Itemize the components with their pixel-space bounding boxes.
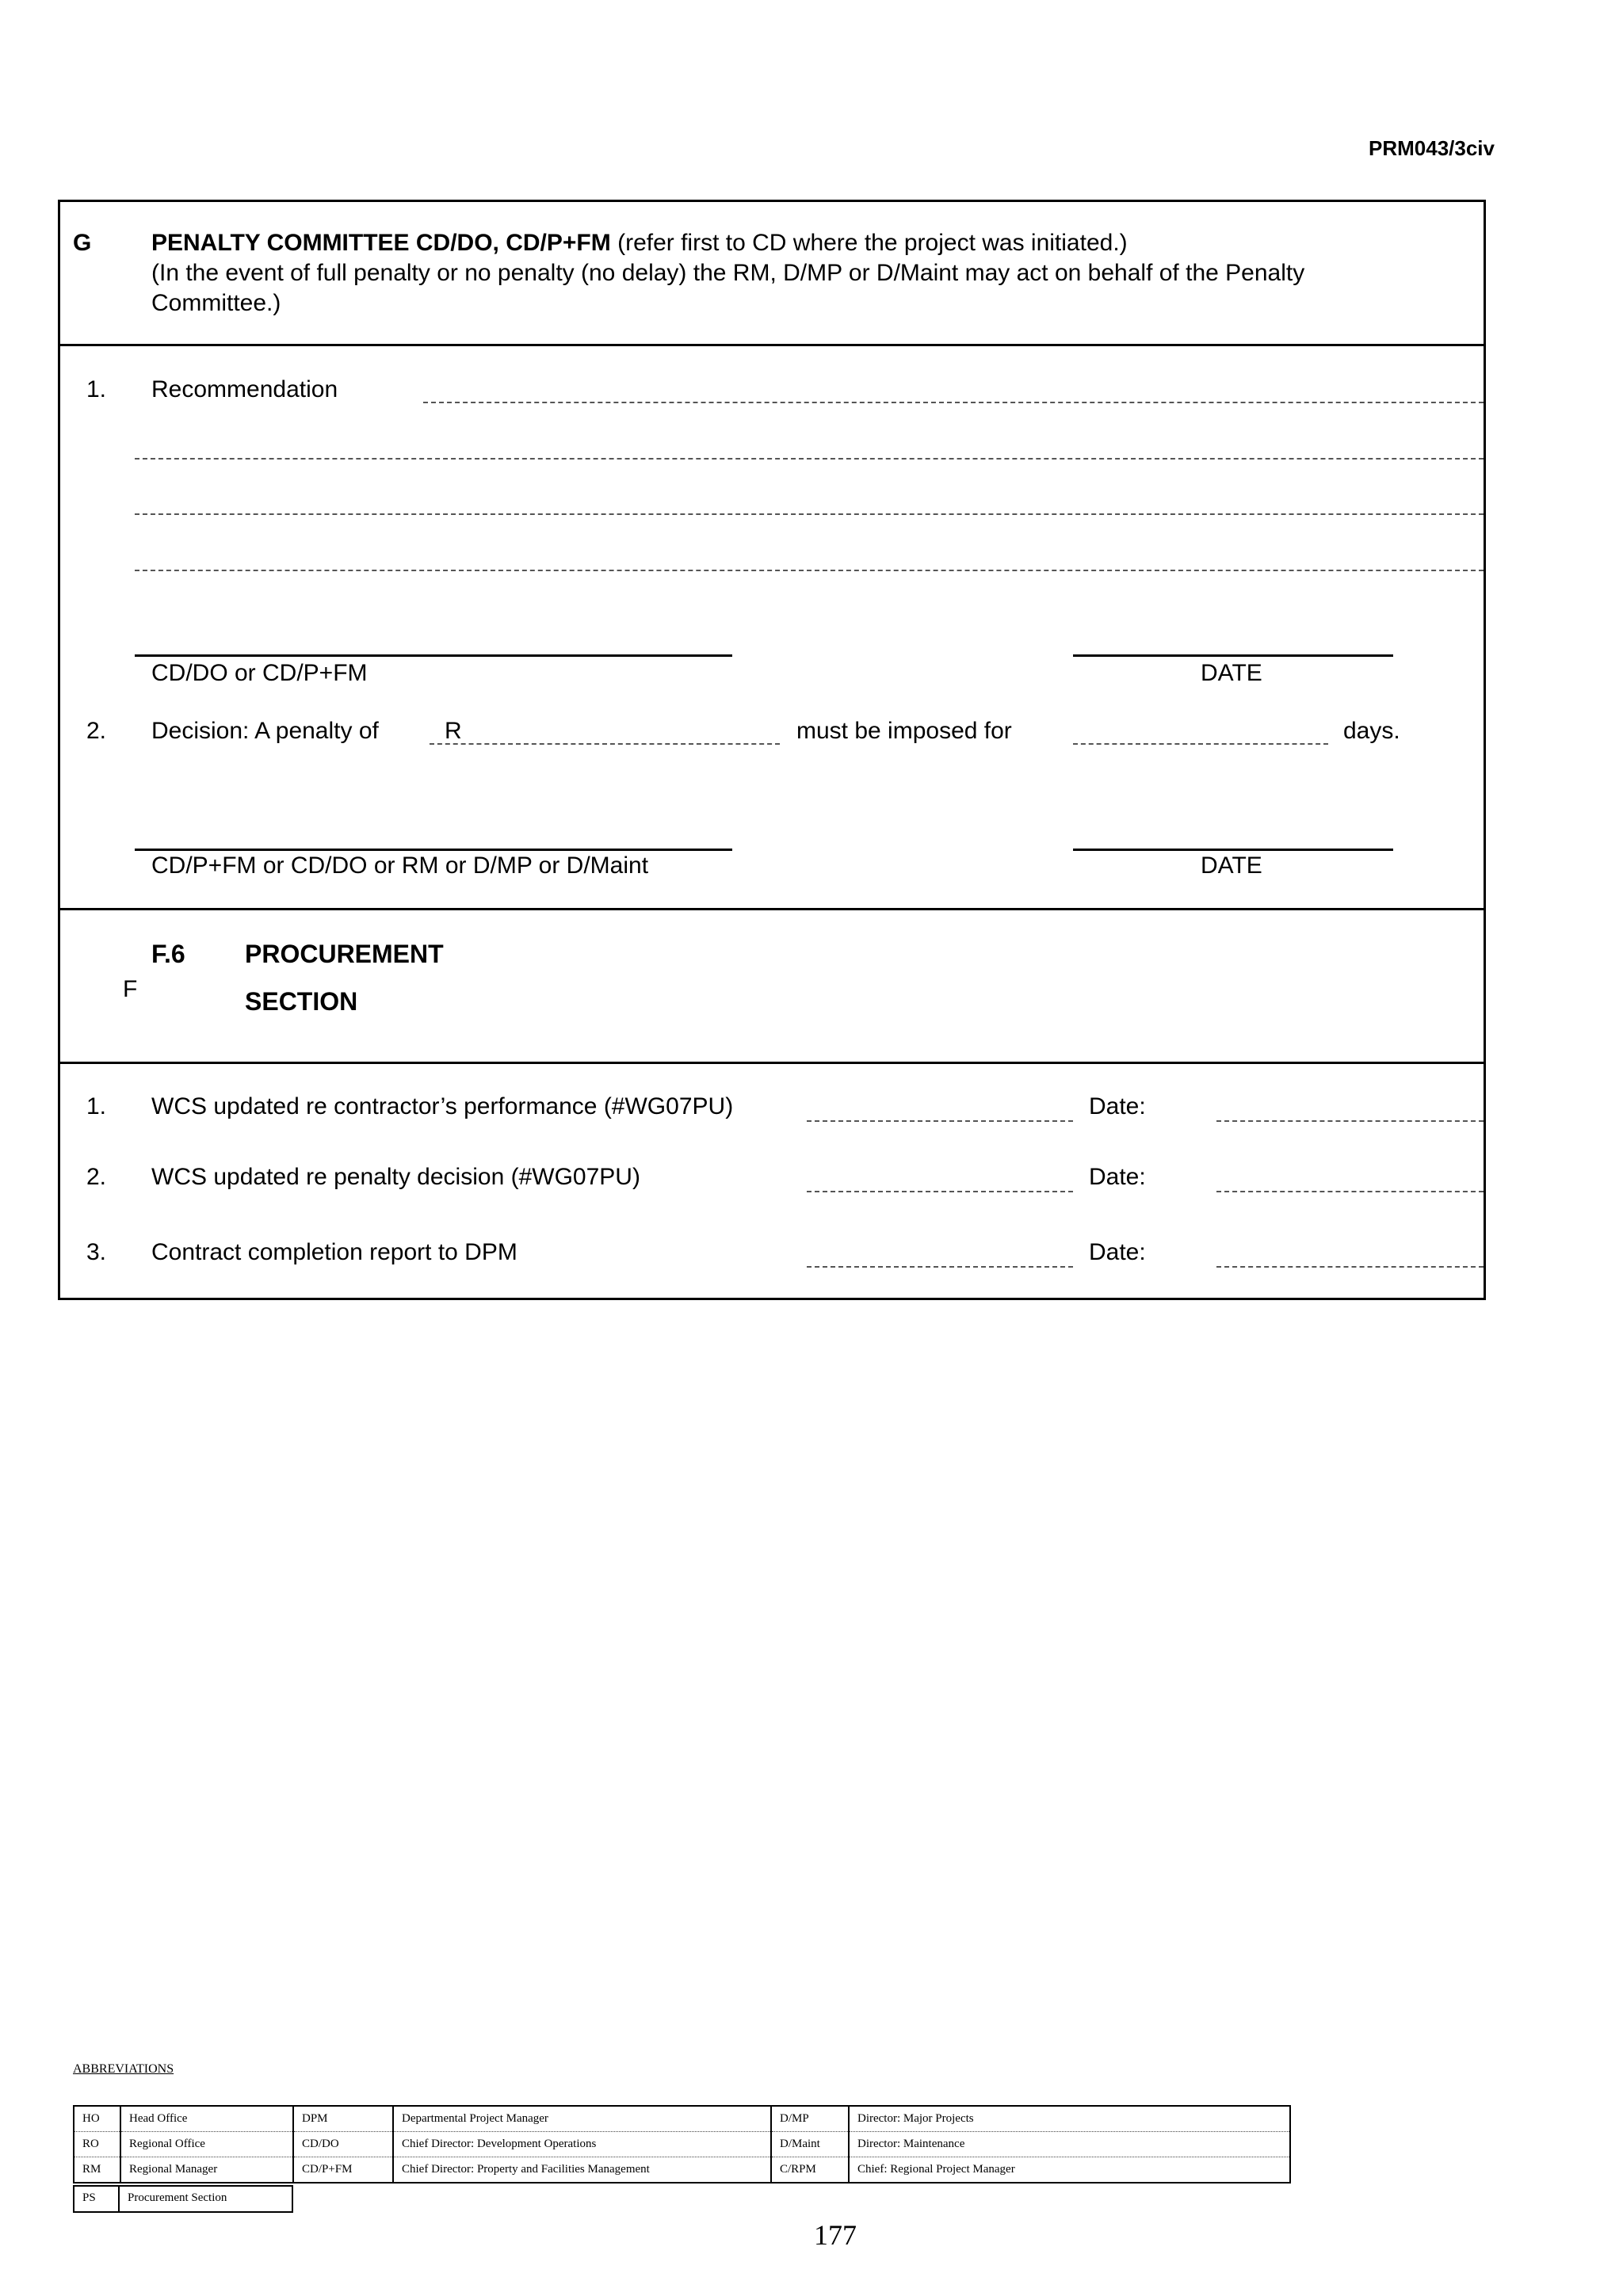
date-field[interactable] [1216,1266,1484,1268]
form-box [58,200,1486,1300]
signatory-label: CD/P+FM or CD/DO or RM or D/MP or D/Maint [151,852,649,879]
section-letter: F [123,976,138,1002]
decision-label: Decision: A penalty of [151,718,379,744]
abbr-code: DPM [293,2106,393,2132]
item-number: 2. [86,1164,107,1190]
abbr-code: D/MP [771,2106,849,2132]
abbr-meaning: Regional Office [120,2132,293,2157]
section-f-title: PROCUREMENT [245,940,444,968]
section-letter: G [73,230,92,256]
abbreviations-table [73,2105,1291,2183]
recommendation-label: Recommendation [151,376,338,402]
abbr-meaning: Director: Maintenance [849,2132,1290,2157]
abbr-meaning: Procurement Section [128,2191,227,2204]
currency-symbol: R [445,718,462,744]
date-field[interactable] [1216,1120,1484,1122]
procurement-item-label: Contract completion report to DPM [151,1239,517,1265]
section-g-note-line: Committee.) [151,290,281,316]
page-number: 177 [814,2219,857,2251]
abbr-code: CD/P+FM [293,2157,393,2183]
section-divider [58,344,1484,346]
abbr-meaning: Chief Director: Property and Facilities Management [393,2157,771,2183]
recommendation-field[interactable] [135,458,1484,460]
abbr-meaning: Head Office [120,2106,293,2132]
abbr-code: CD/DO [293,2132,393,2157]
procurement-item-field[interactable] [807,1266,1073,1268]
table-row [74,2157,1290,2183]
abbr-code: RO [74,2132,120,2157]
item-number: 2. [86,718,107,744]
penalty-days-field[interactable] [1073,743,1328,745]
item-number: 1. [86,376,107,402]
penalty-amount-field[interactable] [430,743,780,745]
item-number: 3. [86,1239,107,1265]
column-divider [118,2187,120,2211]
abbr-meaning: Chief: Regional Project Manager [849,2157,1290,2183]
section-divider [58,908,1484,910]
recommendation-field[interactable] [135,570,1484,571]
procurement-item-label: WCS updated re penalty decision (#WG07PU) [151,1164,640,1190]
date-label: Date: [1089,1164,1146,1190]
procurement-item-label: WCS updated re contractor’s performance (#WG07PU) [151,1093,734,1119]
abbr-code: D/Maint [771,2132,849,2157]
abbreviations-title: ABBREVIATIONS [73,2062,174,2076]
section-divider [58,1062,1484,1064]
date-line[interactable] [1073,654,1393,657]
abbr-meaning: Director: Major Projects [849,2106,1290,2132]
days-label: days. [1343,718,1400,744]
recommendation-field[interactable] [135,513,1484,515]
abbr-meaning: Chief Director: Development Operations [393,2132,771,2157]
abbr-code: PS [82,2191,96,2204]
date-field[interactable] [1216,1191,1484,1192]
date-label: DATE [1201,852,1262,879]
abbr-code: C/RPM [771,2157,849,2183]
section-g-note-line: (In the event of full penalty or no penalty (no delay) the RM, D/MP or D/Maint may act on behalf of the Penalty [151,260,1305,286]
abbr-meaning: Departmental Project Manager [393,2106,771,2132]
date-label: Date: [1089,1093,1146,1119]
decision-mid-text: must be imposed for [796,718,1012,744]
section-g-title [151,228,1128,258]
abbr-code: HO [74,2106,120,2132]
procurement-item-field[interactable] [807,1191,1073,1192]
item-number: 1. [86,1093,107,1119]
date-label: Date: [1089,1239,1146,1265]
procurement-item-field[interactable] [807,1120,1073,1122]
abbr-meaning: Regional Manager [120,2157,293,2183]
section-g-title-note: (refer first to CD where the project was initiated.) [610,230,1128,256]
recommendation-field[interactable] [423,402,1484,403]
table-row [74,2106,1290,2132]
document-reference: PRM043/3civ [1369,136,1495,160]
table-row [74,2132,1290,2157]
signature-line[interactable] [135,654,732,657]
date-label: DATE [1201,660,1262,686]
abbreviations-table-row [73,2185,293,2213]
abbr-code: RM [74,2157,120,2183]
section-number: F.6 [151,940,185,968]
section-g-title-bold: PENALTY COMMITTEE CD/DO, CD/P+FM [151,230,611,256]
signatory-label: CD/DO or CD/P+FM [151,660,368,686]
section-f-title: SECTION [245,987,358,1016]
